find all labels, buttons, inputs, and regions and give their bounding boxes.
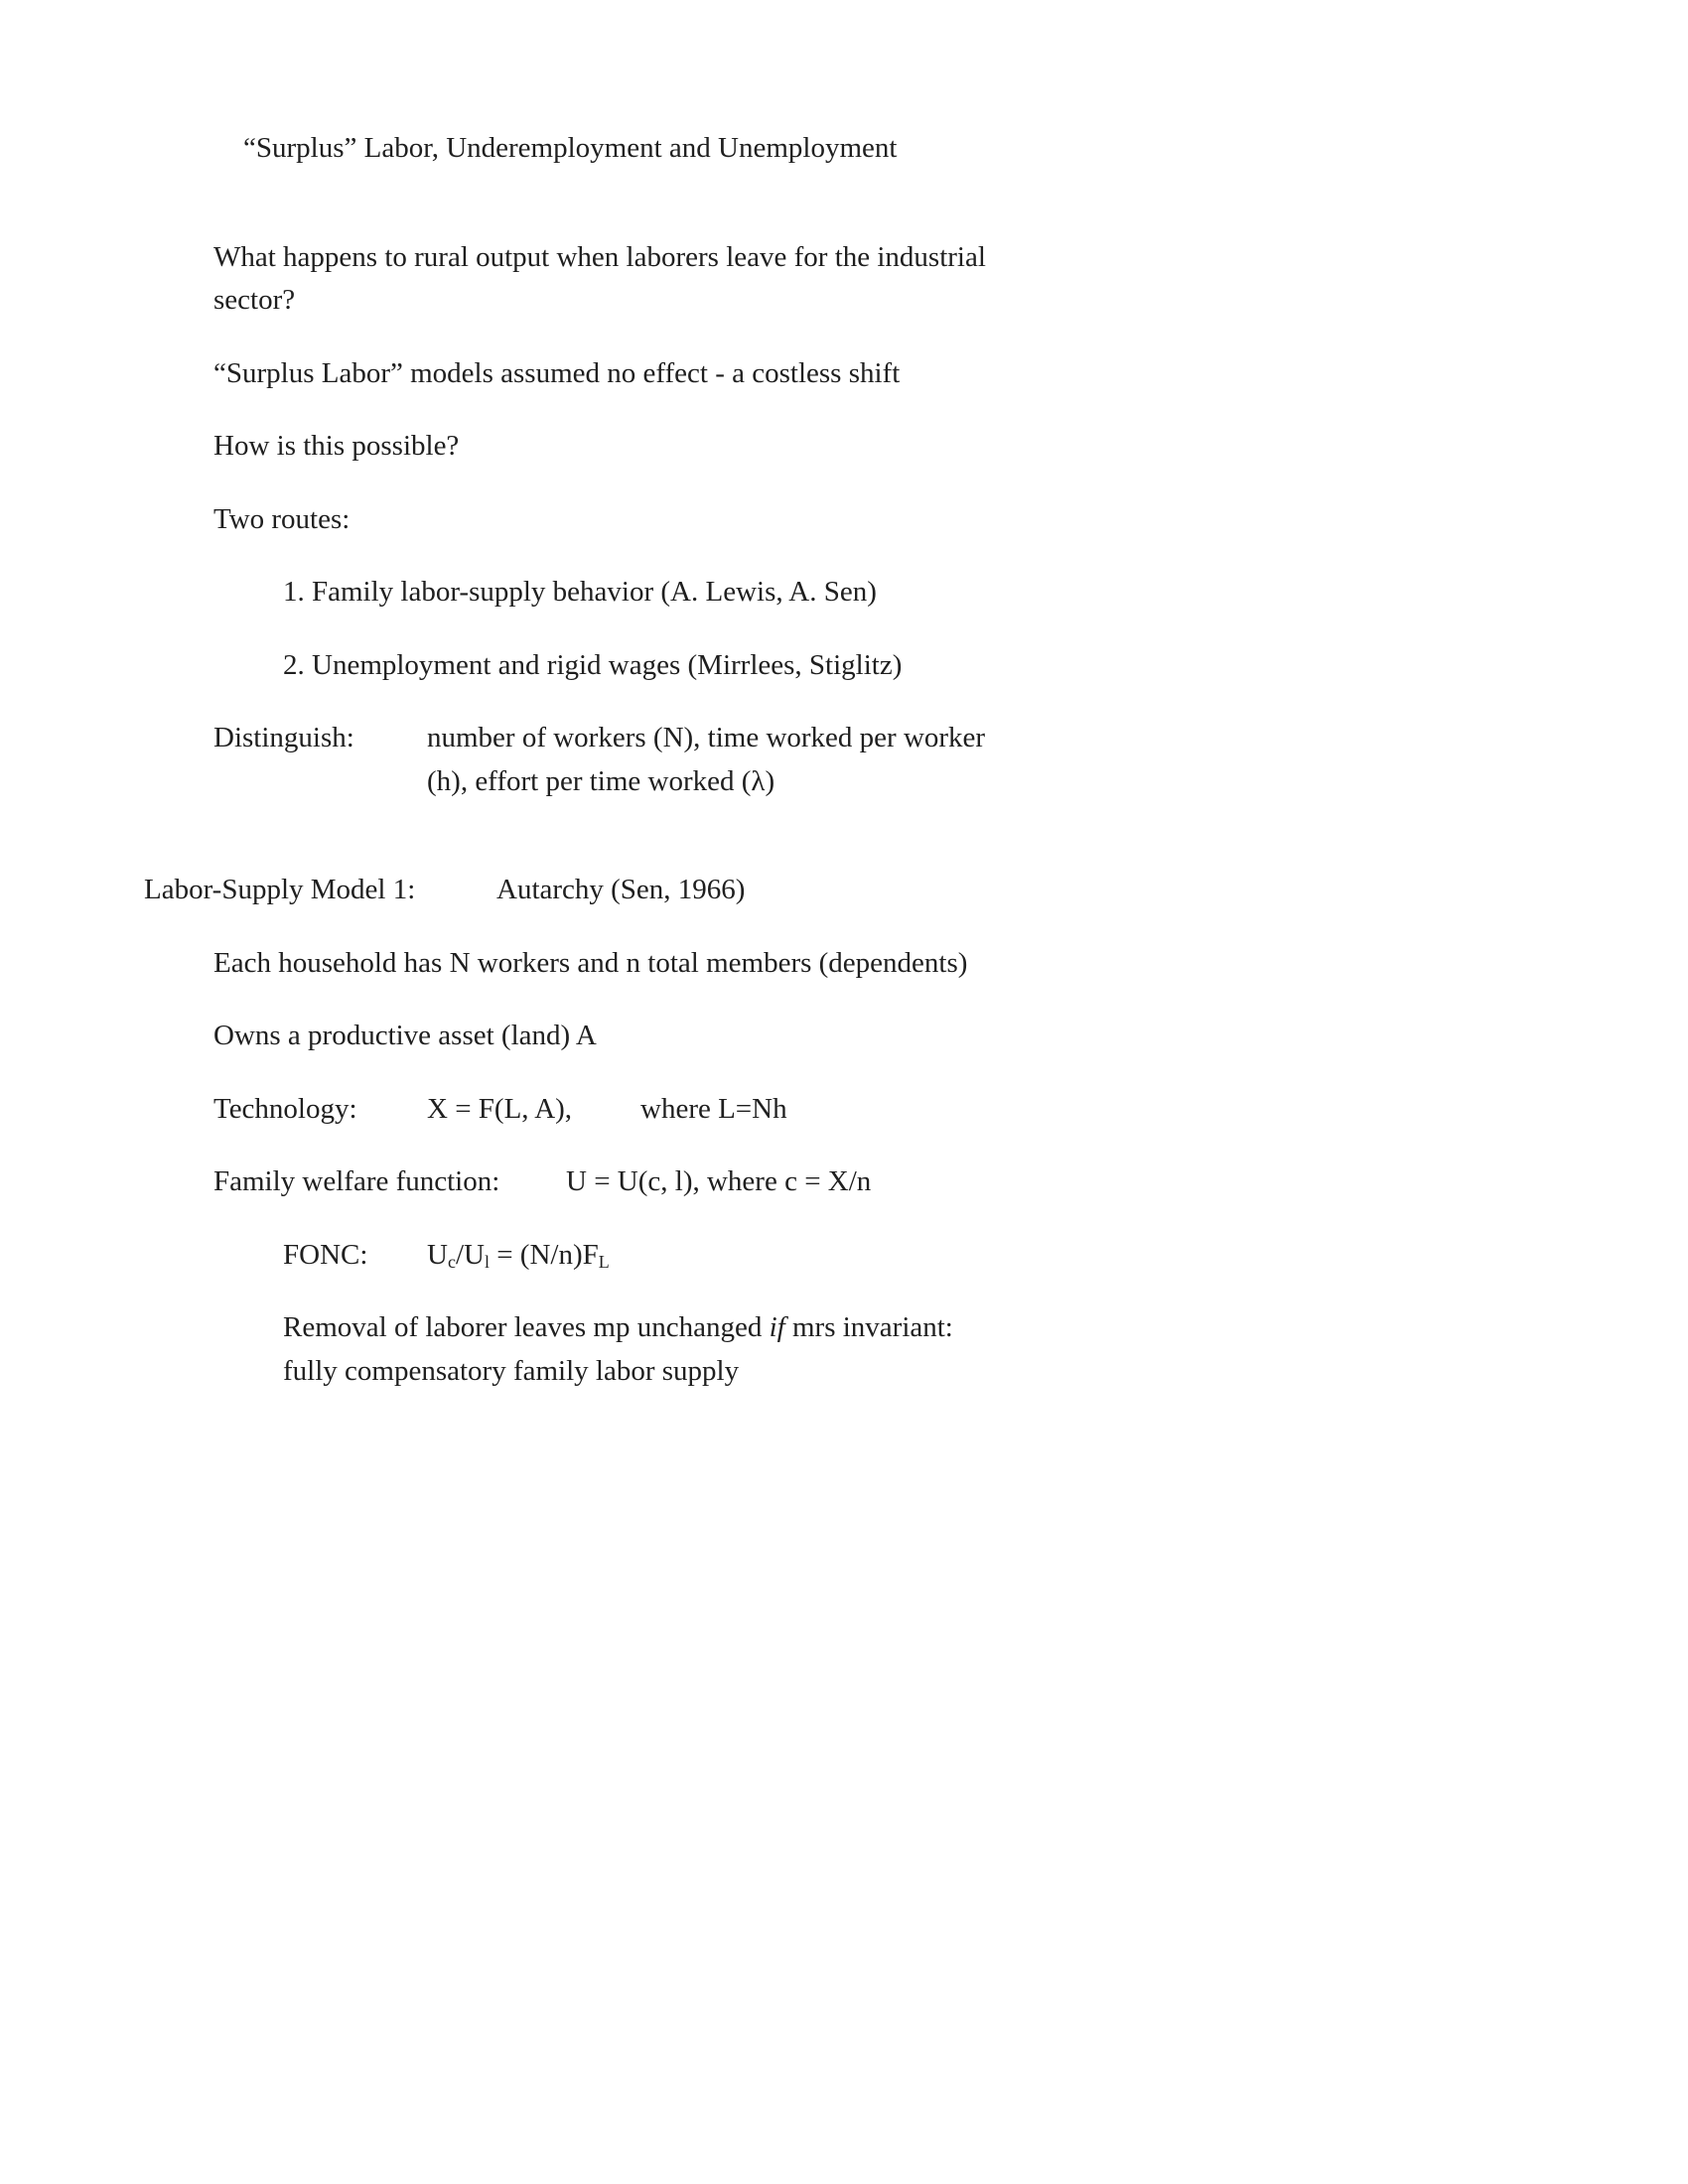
model1-heading-value: Autarchy (Sen, 1966) (496, 874, 746, 905)
removal-paragraph (283, 1306, 1569, 1393)
question-line-1: What happens to rural output when laborers leave for the industrial (213, 240, 986, 273)
welfare-function-row (213, 1160, 1569, 1204)
fonc-row (283, 1234, 1569, 1278)
distinguish-label: Distinguish: (213, 722, 354, 753)
fonc-u1: U (427, 1238, 448, 1271)
fonc-rhs: = (N/n)F (489, 1238, 599, 1271)
intro-question-paragraph (213, 236, 1569, 323)
document-title: “Surplus” Labor, Underemployment and Unemployment (243, 132, 898, 164)
fonc-subscript-L: L (598, 1251, 610, 1272)
surplus-models-paragraph: “Surplus Labor” models assumed no effect - a costless shift (213, 356, 901, 389)
technology-equation: X = F(L, A), (427, 1092, 573, 1125)
fonc-subscript-l: l (484, 1251, 490, 1272)
model1-asset-paragraph: Owns a productive asset (land) A (213, 1020, 597, 1051)
removal-line-1 (283, 1306, 1569, 1350)
question-line-2: sector? (213, 284, 296, 316)
technology-label: Technology: (213, 1092, 357, 1125)
distinguish-line-2: (h), effort per time worked (λ) (427, 764, 775, 797)
removal-line-1-italic: if (769, 1311, 785, 1343)
fonc-u2: /U (455, 1238, 485, 1271)
technology-where-clause: where L=Nh (640, 1092, 787, 1125)
removal-line-1-pre: Removal of laborer leaves mp unchanged (283, 1311, 770, 1343)
technology-row (213, 1088, 1569, 1132)
distinguish-line-1: number of workers (N), time worked per worker (427, 722, 986, 753)
welfare-function-label: Family welfare function: (213, 1165, 500, 1197)
route-item-2: 2. Unemployment and rigid wages (Mirrlees, Stiglitz) (283, 648, 903, 681)
welfare-function-equation: U = U(c, l), where c = X/n (566, 1165, 872, 1197)
how-possible-paragraph: How is this possible? (213, 430, 460, 462)
removal-line-2: fully compensatory family labor supply (283, 1354, 740, 1387)
model1-heading-label: Labor-Supply Model 1: (144, 874, 416, 905)
fonc-equation (427, 1234, 610, 1278)
removal-line-1-post: mrs invariant: (784, 1311, 953, 1343)
model1-household-paragraph: Each household has N workers and n total members (dependents) (213, 946, 968, 979)
fonc-label: FONC: (283, 1238, 368, 1271)
model1-heading-row (144, 869, 1569, 912)
distinguish-row (213, 717, 1569, 803)
two-routes-paragraph: Two routes: (213, 502, 351, 535)
route-item-1: 1. Family labor-supply behavior (A. Lewis, A. Sen) (283, 576, 877, 608)
fonc-subscript-c: c (447, 1251, 456, 1272)
distinguish-text (427, 717, 985, 803)
